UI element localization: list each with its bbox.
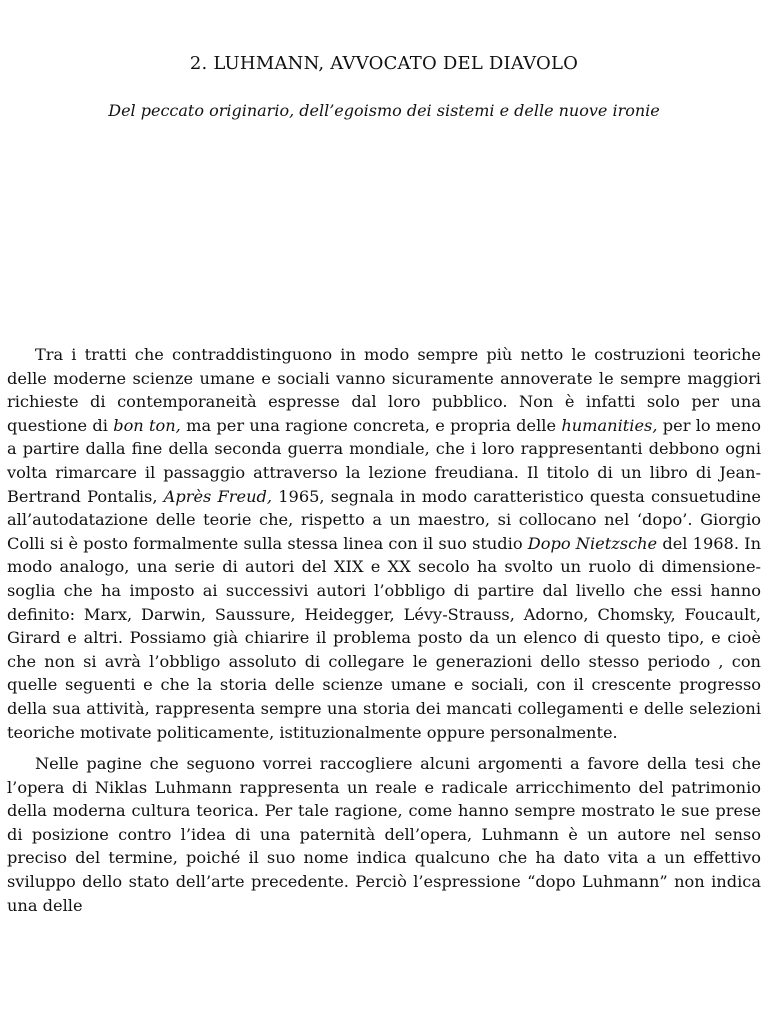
italic-book-title-dopo-nietzsche: Dopo Nietzsche [527, 533, 658, 553]
italic-term-bon-ton: bon ton, [113, 415, 181, 435]
text-run: 1965, segnala in modo caratteristico questa consuetudine all’autodatazione delle teorie che, rispetto a un maestro, si collocano nel ‘dopo’. Giorgio Colli si è posto formalmente sulla stessa linea con il suo studio [7, 486, 761, 553]
chapter-subtitle: Del peccato originario, dell’egoismo dei sistemi e delle nuove ironie [108, 101, 660, 120]
text-run: Tra i tratti che contraddistinguono in modo sempre più netto le costruzioni teoriche delle moderne scienze umane e sociali vanno sicuramente annoverate le sempre maggiori richieste di contemporaneità espresse dal loro pubblico. Non è infatti solo per una questione di [7, 345, 761, 435]
italic-book-title-apres-freud: Après Freud, [163, 486, 273, 506]
body-text [7, 343, 761, 917]
paragraph-2: Nelle pagine che seguono vorrei raccogliere alcuni argomenti a favore della tesi che l’opera di Niklas Luhmann rappresenta un reale e radicale arricchimento del patrimonio della moderna cultura teorica. Per tale ragione, come hanno sempre mostrato le sue prese di posizione contro l’idea di una paternità dell’opera, Luhmann è un autore nel senso preciso del termine, poiché il suo nome indica qualcuno che ha dato vita a un effettivo sviluppo dello stato dell’arte precedente. Perciò l’espressione “dopo Luhmann” non indica una delle [7, 754, 761, 915]
text-run: per lo meno a partire dalla fine della seconda guerra mondiale, che i loro rappresentanti debbono ogni volta rimarcare il passaggio attraverso la lezione freudiana. Il titolo di un libro di Jean-Bertrand Pontalis, [7, 415, 762, 506]
italic-term-humanities: humanities, [561, 415, 658, 435]
paragraph-1 [7, 343, 761, 744]
chapter-title: 2. LUHMANN, AVVOCATO DEL DIAVOLO [189, 53, 579, 74]
text-run: del 1968. In modo analogo, una serie di autori del XIX e XX secolo ha svolto un ruolo di dimensione-soglia che ha imposto ai successivi autori l’obbligo di partire dal livello che essi hanno definito: Marx, Darwin, Saussure, Heidegger, Lévy-Strauss, Adorno, Chomsky, Foucault, Girard e altri. Possiamo già chiarire il problema posto da un elenco di questo tipo, e cioè che non si avrà l’obbligo assoluto di collegare le generazioni dello stesso periodo , con quelle seguenti e che la storia delle scienze umane e sociali, con il crescente progresso della sua attività, rappresenta sempre una storia dei mancati collegamenti e delle selezioni teoriche motivate politicamente, istituzionalmente oppure personalmente. [7, 533, 761, 742]
text-run: ma per una ragione concreta, e propria delle [180, 415, 562, 435]
